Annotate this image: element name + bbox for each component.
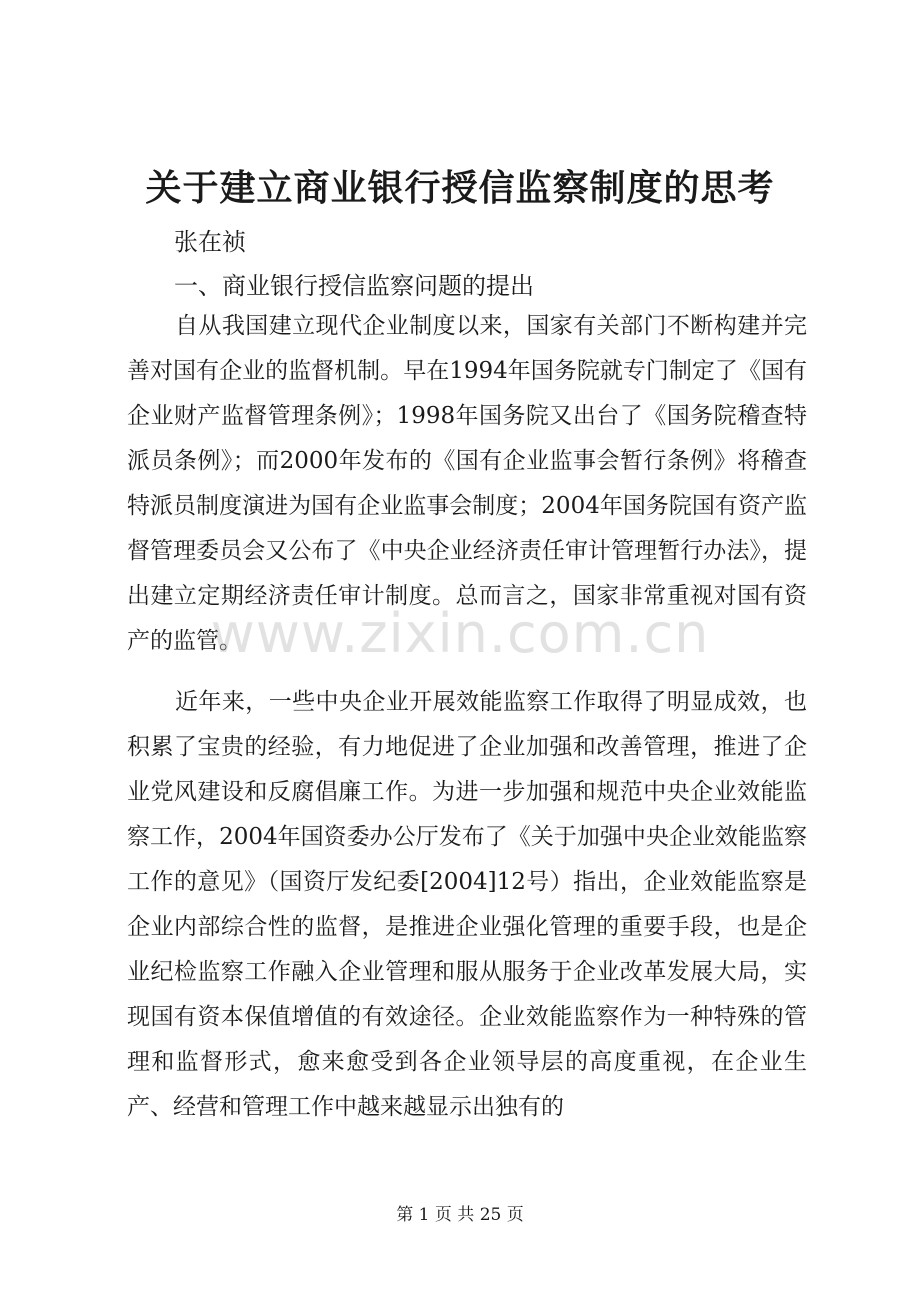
section-heading: 一、商业银行授信监察问题的提出 [174,272,534,300]
watermark: www.zixin.com.cn [210,602,710,665]
body-paragraph-2: 近年来，一些中央企业开展效能监察工作取得了明显成效，也积累了宝贵的经验，有力地促进了企业加强和改善管理，推进了企业党风建设和反腐倡廉工作。为进一步加强和规范中央企业效能监察工作，2004年国资委办公厅发布了《关于加强中央企业效能监察工作的意见》（国资厅发纪委[2004]12号）指出，企业效能监察是企业内部综合性的监督，是推进企业强化管理的重要手段，也是企业纪检监察工作融入企业管理和服从服务于企业改革发展大局，实现国有资本保值增值的有效途径。企业效能监察作为一种特殊的管理和监督形式，愈来愈受到各企业领导层的高度重视，在企业生产、经营和管理工作中越来越显示出独有的 [127,689,807,1120]
author-name: 张在祯 [174,228,246,256]
page-footer: 第 1 页 共 25 页 [396,1205,524,1225]
document-title: 关于建立商业银行授信监察制度的思考 [145,167,775,209]
body-paragraph-1: 自从我国建立现代企业制度以来，国家有关部门不断构建并完善对国有企业的监督机制。早在1994年国务院就专门制定了《国有企业财产监督管理条例》；1998年国务院又出台了《国务院稽查特派员条例》；而2000年发布的《国有企业监事会暂行条例》将稽查特派员制度演进为国有企业监事会制度；2004年国务院国有资产监督管理委员会又公布了《中央企业经济责任审计管理暂行办法》，提出建立定期经济责任审计制度。总而言之，国家非常重视对国有资产的监管。 [127,313,807,654]
